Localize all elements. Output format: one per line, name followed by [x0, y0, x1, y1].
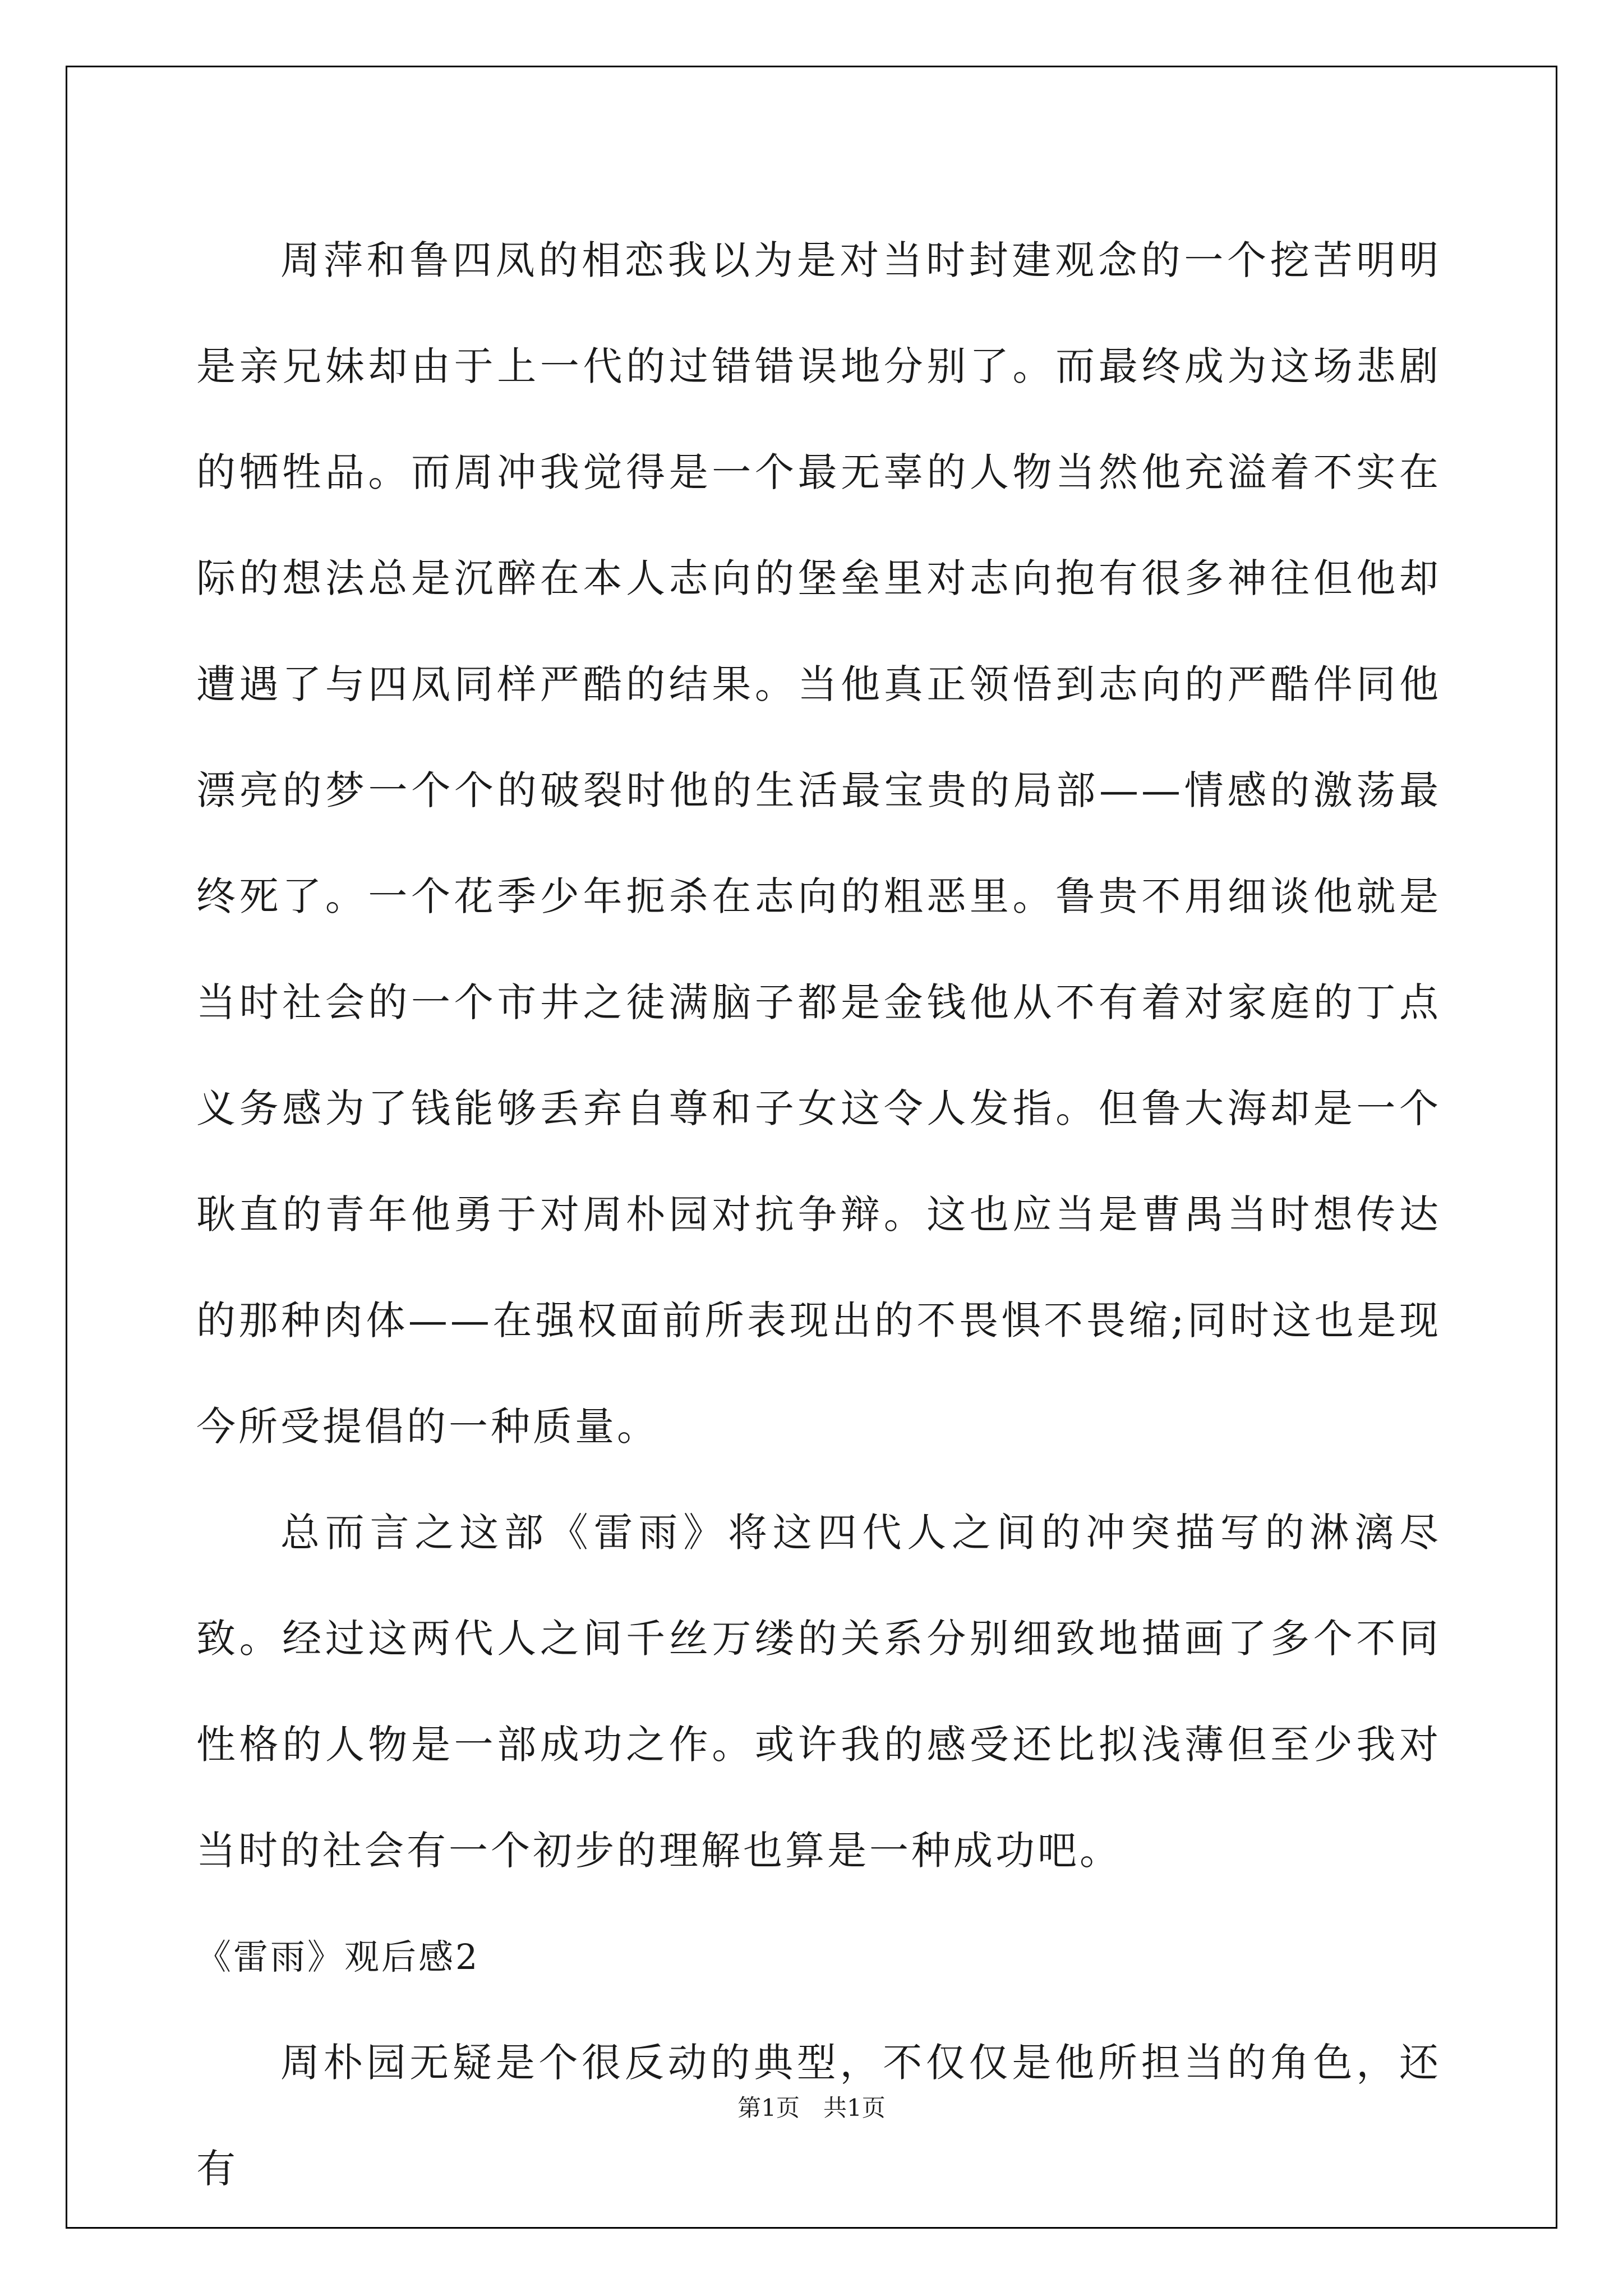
section-heading: 《雷雨》观后感2 — [196, 1936, 480, 1977]
page-number-footer: 第1页 共1页 — [737, 2094, 886, 2122]
paragraph-1: 周萍和鲁四凤的相恋我以为是对当时封建观念的一个挖苦明明是亲兄妹却由于上一代的过错错误地分别了。而最终成为这场悲剧的牺牲品。而周冲我觉得是一个最无辜的人物当然他充溢着不实在际的想法总是沉醉在本人志向的堡垒里对志向抱有很多神往但他却遭遇了与四凤同样严酷的结果。当他真正领悟到志向的严酷伴同他漂亮的梦一个个的破裂时他的生活最宝贵的局部——情感的激荡最终死了。一个花季少年扼杀在志向的粗恶里。鲁贵不用细谈他就是当时社会的一个市井之徒满脑子都是金钱他从不有着对家庭的丁点义务感为了钱能够丢弃自尊和子女这令人发指。但鲁大海却是一个耿直的青年他勇于对周朴园对抗争辩。这也应当是曹禺当时想传达的那种肉体——在强权面前所表现出的不畏惧不畏缩;同时这也是现今所受提倡的一种质量。 — [196, 237, 1441, 1450]
document-body — [196, 208, 1441, 2222]
paragraph-2: 总而言之这部《雷雨》将这四代人之间的冲突描写的淋漓尽致。经过这两代人之间千丝万缕的关系分别细致地描画了多个不同性格的人物是一部成功之作。或许我的感受还比拟浅薄但至少我对当时的社会有一个初步的理解也算是一种成功吧。 — [196, 1510, 1441, 1874]
paragraph-3: 周朴园无疑是个很反动的典型，不仅仅是他所担当的角色，还有 — [196, 2040, 1441, 2192]
